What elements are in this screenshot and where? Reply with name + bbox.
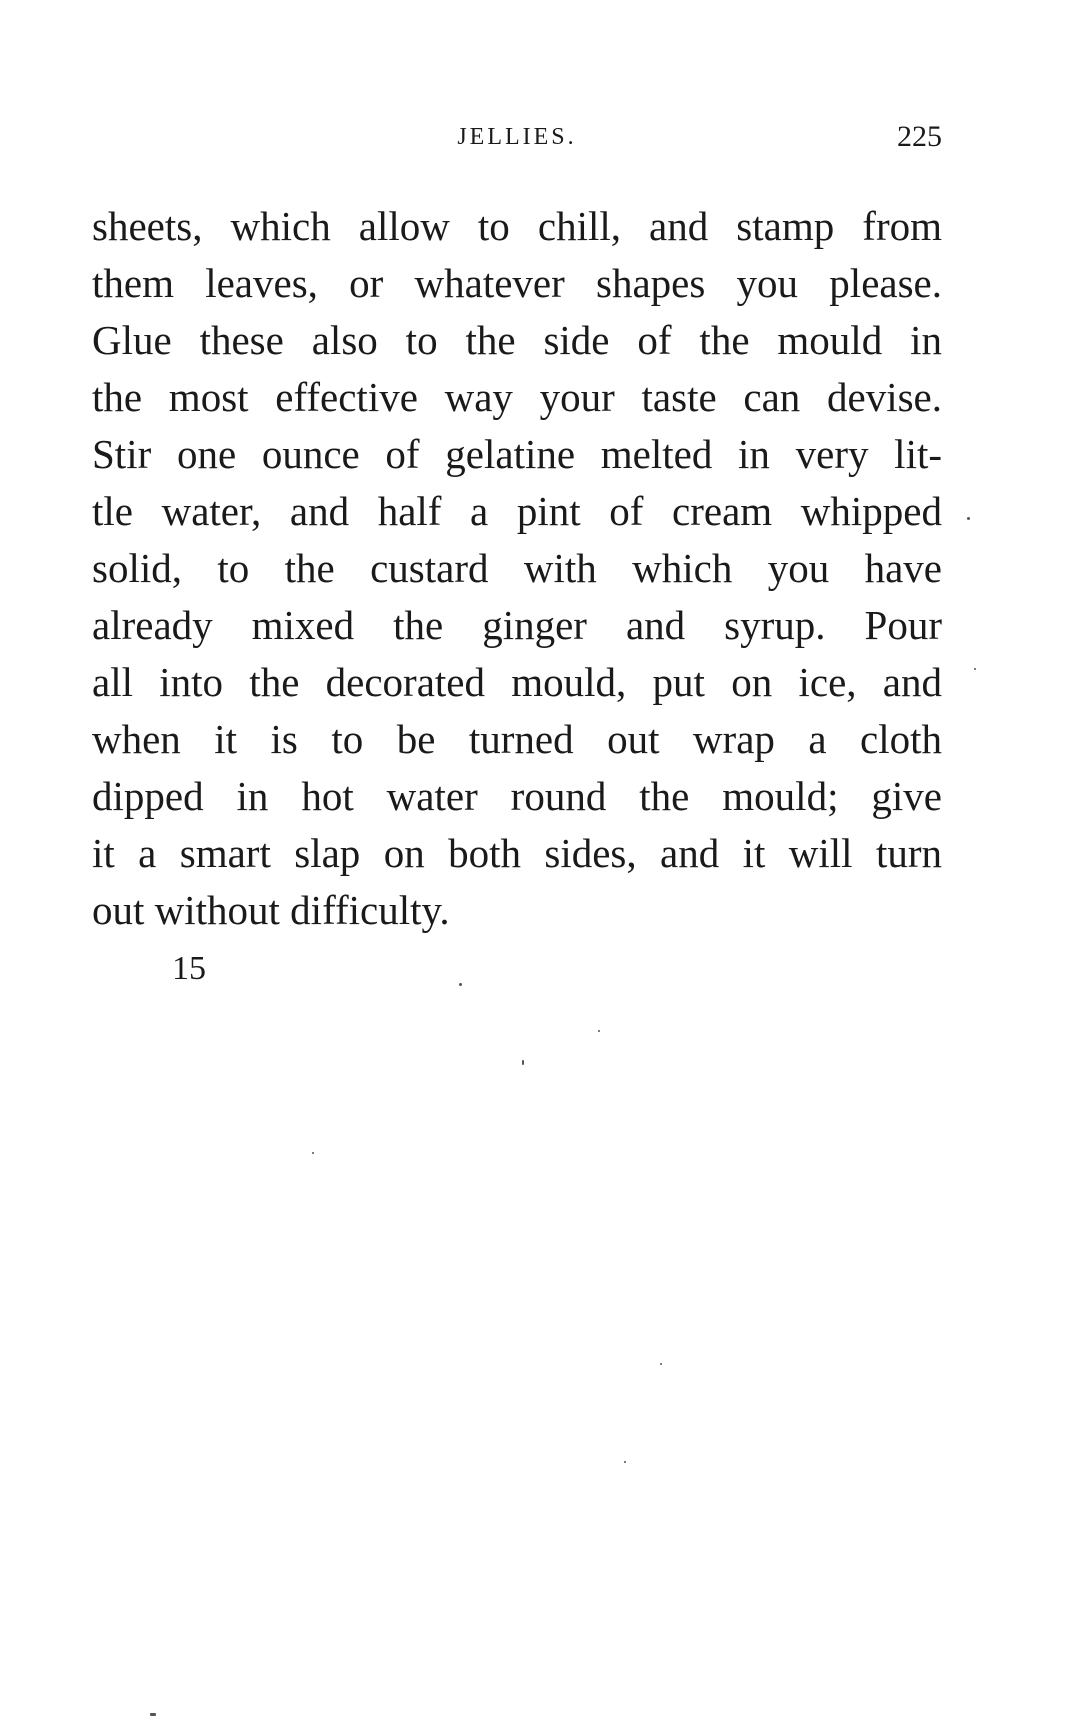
scan-speck [522, 1060, 524, 1065]
text-line: the most effective way your taste can devise. [92, 374, 942, 420]
scan-speck [624, 1461, 626, 1463]
running-head [92, 120, 942, 160]
text-line: dipped in hot water round the mould; give [92, 773, 942, 819]
scan-speck [150, 1713, 156, 1716]
text-line: them leaves, or whatever shapes you please. [92, 260, 942, 306]
text-line: solid, to the custard with which you have [92, 545, 942, 591]
text-line: out without difficulty. [92, 887, 450, 933]
body-text [92, 198, 942, 939]
text-line: Glue these also to the side of the mould in [92, 317, 942, 363]
text-line: sheets, which allow to chill, and stamp from [92, 203, 942, 249]
scan-speck [598, 1030, 600, 1032]
text-line: Stir one ounce of gelatine melted in very lit- [92, 431, 942, 477]
scan-speck [312, 1152, 314, 1154]
scan-speck [660, 1363, 662, 1365]
page-number: 225 [897, 120, 942, 153]
scan-speck [974, 668, 976, 670]
scan-speck [967, 517, 970, 520]
text-line: when it is to be turned out wrap a cloth [92, 716, 942, 762]
running-title: JELLIES. [457, 124, 577, 150]
text-line: already mixed the ginger and syrup. Pour [92, 602, 942, 648]
text-line: it a smart slap on both sides, and it will turn [92, 830, 942, 876]
signature-mark: 15 [172, 950, 206, 987]
text-line: tle water, and half a pint of cream whipped [92, 488, 942, 534]
scan-speck [459, 983, 462, 986]
text-line: all into the decorated mould, put on ice, and [92, 659, 942, 705]
